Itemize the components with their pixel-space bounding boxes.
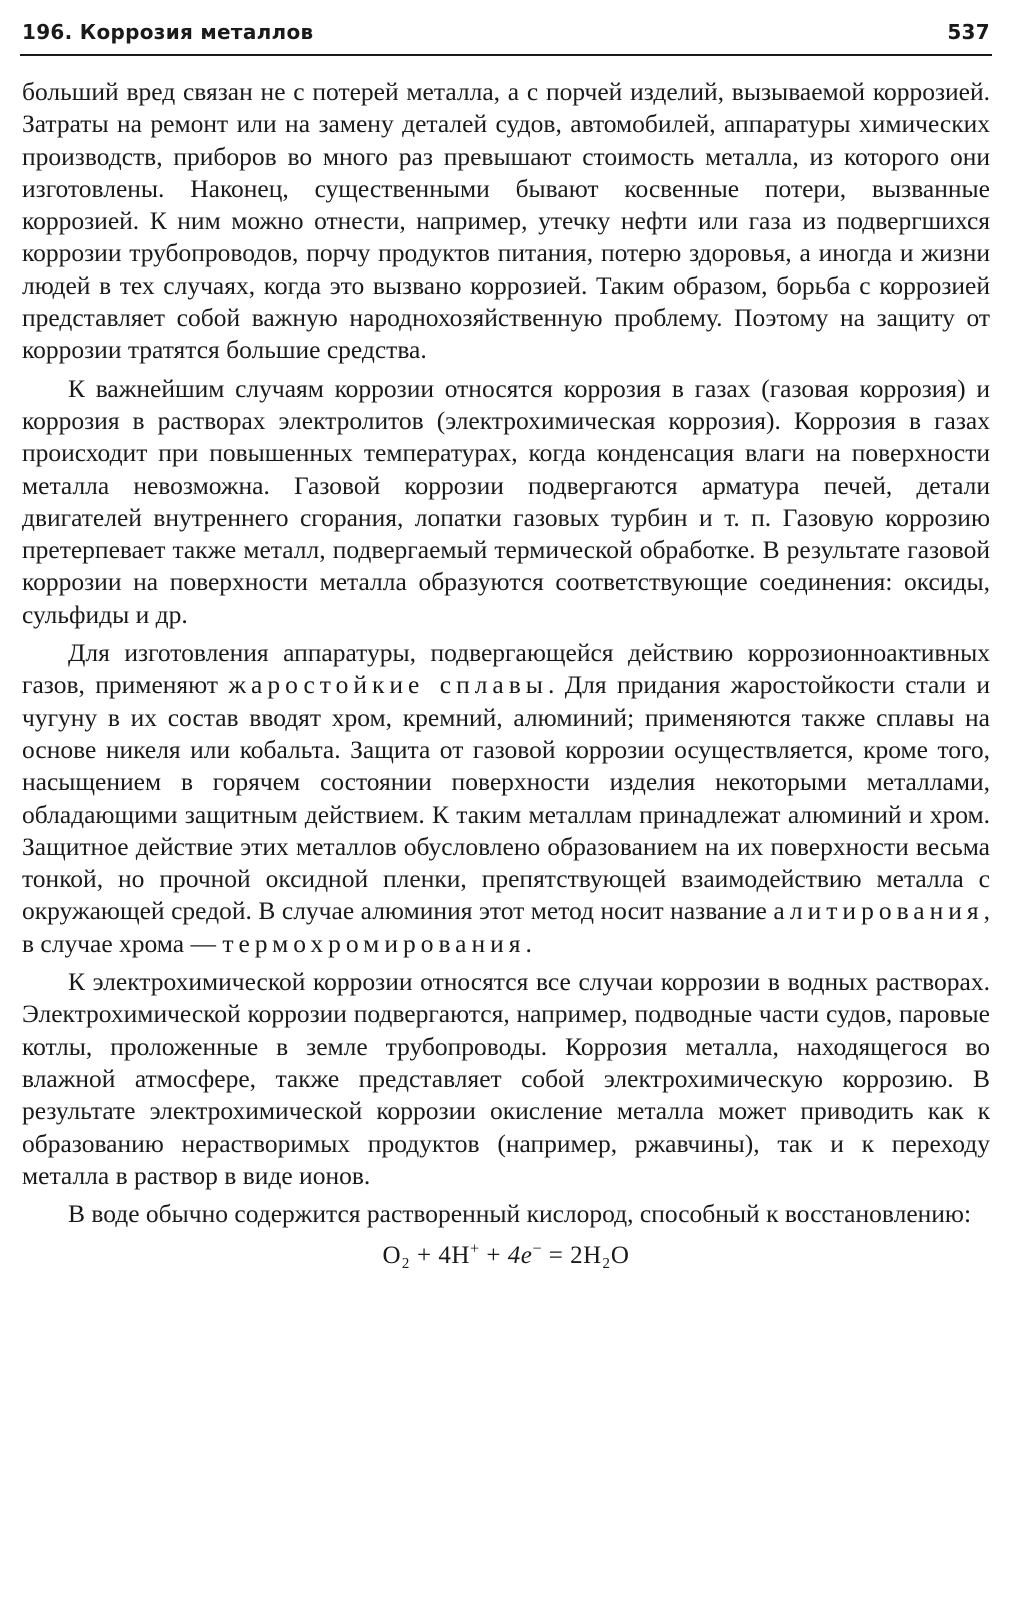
formula-h-charge: + (469, 1240, 480, 1259)
formula-product-water: 2H₂O (570, 1242, 630, 1270)
paragraph-5: В воде обычно содержится растворенный кислород, способный к восстановлению: (68, 1199, 972, 1229)
formula-reactant-electron (508, 1242, 542, 1269)
paragraph-2: К важнейшим случаям коррозии относятся коррозия в газах (газовая коррозия) и коррозия в растворах электролитов (электрохимическая коррозия). Коррозия в газах происходит при повышенных температурах, когда конденсация влаги на поверхности металла невозможна. Газовой коррозии подвергаются арматура печей, детали двигателей внутреннего сгорания, лопатки газовых турбин и т. п. Газовую коррозию претерпевает также металл, подвергаемый термической обработке. В результате газовой коррозии на поверхности металла образуются соответствующие соединения: оксиды, сульфиды и др. (22, 373, 990, 629)
paragraph-3-text-b: . Для придания жаростойкости стали и чугуну в их состав вводят хром, кремний, алюминий; применяются также сплавы на основе никеля или кобальта. Защита от газовой коррозии осуществляется, кроме того, насыщением в горячем состоянии поверхности изделия некоторыми металлами, обладающими защитным действием. К таким металлам принадлежат алюминий и хром. Защитное действие этих металлов обусловлено образованием на их поверхности весьма тонкой, но прочной оксидной пленки, препятствующей взаимодействию металла с окружающей средой. В случае алюминия этот метод носит название (22, 670, 990, 926)
paragraph-3-text-a: Для изготовления аппаратуры, подвергающейся действию коррозионноактивных газов, применяют (22, 638, 990, 700)
formula-e-coefficient: 4e (507, 1242, 533, 1270)
main-text (22, 76, 990, 1273)
paragraph-3 (22, 637, 990, 960)
paragraph-4: К электрохимической коррозии относятся все случаи коррозии в водных растворах. Электрохимической коррозии подвергаются, например, подводные части судов, паровые котлы, проложенные в земле трубопроводы. Коррозия металла, находящегося во влажной атмосфере, также представляет собой электрохимическую коррозию. В результате электрохимической коррозии окисление металла может приводить как к образованию нерастворимых продуктов (например, ржавчины), так и к переходу металла в раствор в виде ионов. (22, 967, 990, 1190)
term-alitizing: алитирования (773, 896, 984, 926)
paragraph-1: больший вред связан не с потерей металла, а с порчей изделий, вызываемой коррозией. Затраты на ремонт или на замену деталей судов, автомобилей, аппаратуры химических производств, приборов во много раз превышают стоимость металла, из которого они изготовлены. Наконец, существенными бывают косвенные потери, вызванные коррозией. К ним можно отнести, например, утечку нефти или газа из подвергшихся коррозии трубопроводов, порчу продуктов питания, потерю здоровья, а иногда и жизни людей в тех случаях, когда это вызвано коррозией. Таким образом, борьба с коррозией представляет собой важную народнохозяйственную проблему. Поэтому на защиту от коррозии тратятся большие средства. (22, 77, 990, 365)
oxygen-reduction-equation (22, 1240, 990, 1272)
formula-equals-sign: = (548, 1242, 564, 1270)
formula-h-coefficient: 4H (438, 1242, 470, 1270)
term-heat-resistant-alloys: жаростойкие сплавы (228, 670, 548, 700)
formula-reactant-h (438, 1242, 479, 1269)
formula-e-charge: − (532, 1240, 543, 1259)
running-head (22, 16, 990, 50)
page-number: 537 (947, 20, 990, 44)
paragraph-3-text-d: . (525, 928, 532, 958)
formula-reactant-o2: O₂ (382, 1242, 411, 1270)
formula-plus-sign: + (486, 1242, 501, 1270)
header-rule (20, 54, 992, 56)
term-thermochromizing: термохромирования (222, 928, 526, 958)
section-title: 196. Коррозия металлов (22, 20, 314, 44)
formula-plus-sign: + (417, 1242, 432, 1270)
paragraph-3-text-c: , в случае хрома — (22, 896, 990, 958)
